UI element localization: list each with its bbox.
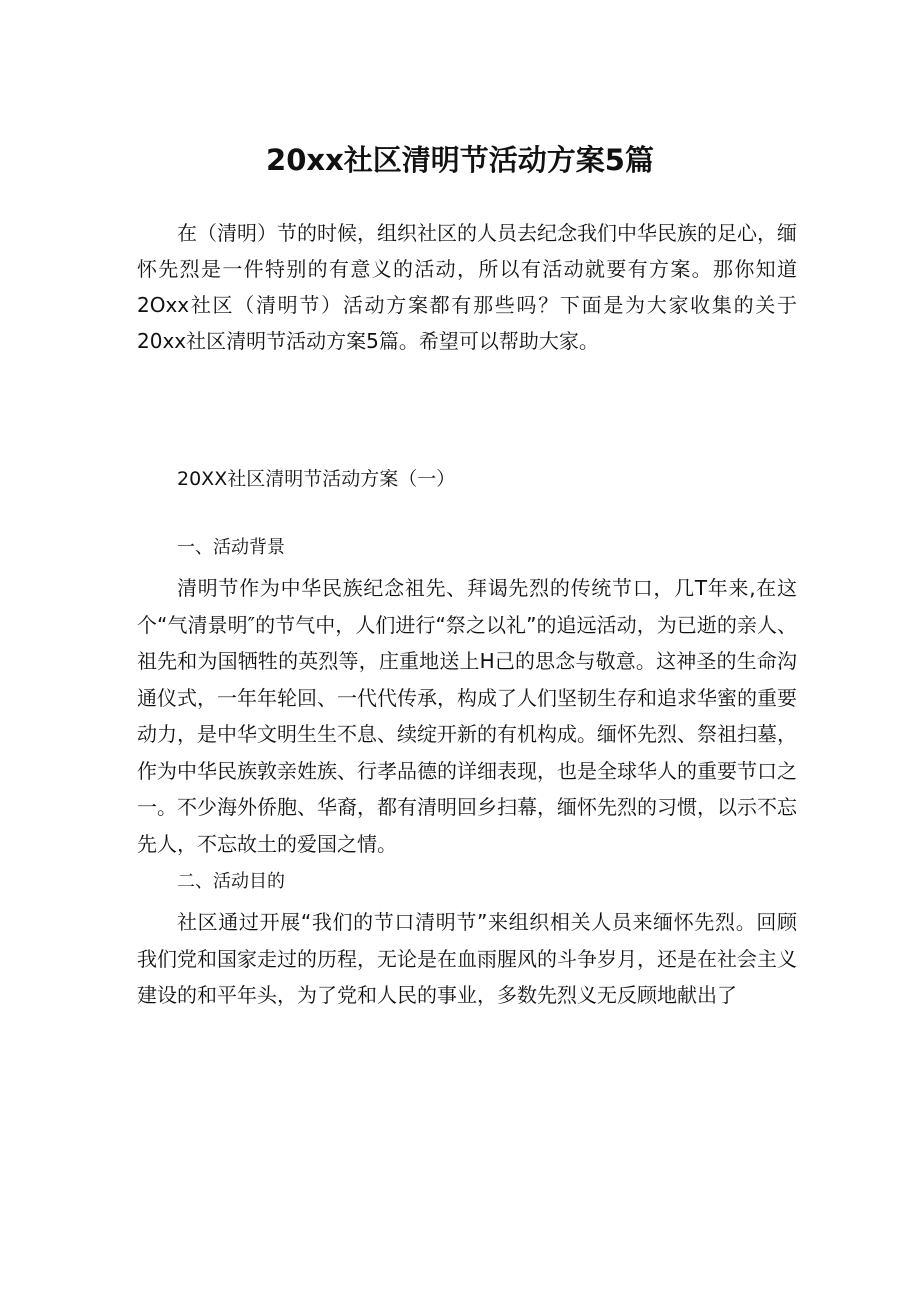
- heading-purpose: 二、活动目的: [177, 871, 285, 892]
- document-title: 20xx社区清明节活动方案5篇: [266, 143, 654, 177]
- section-1-title: 20XX社区清明节活动方案（一）: [177, 468, 456, 490]
- intro-block: [137, 215, 797, 359]
- intro-paragraph: 在（清明）节的时候，组织社区的人员去纪念我们中华民族的足心，缅怀先烈是一件特别的有意义的活动，所以有活动就要有方案。那你知道2Oxx社区（清明节）活动方案都有那些吗？下面是为大家收集的关于20xx社区清明节活动方案5篇。希望可以帮助大家。: [137, 221, 797, 353]
- section-1-block: [137, 461, 797, 497]
- section-1-content: [137, 530, 797, 1014]
- paragraph-purpose: 社区通过开展“我们的节口清明节”来组织相关人员来缅怀先烈。回顾我们党和国家走过的历程，无论是在血雨腥风的斗争岁月，还是在社会主义建设的和平年头，为了党和人民的事业，多数先烈义无反顾地献出了: [137, 910, 797, 1007]
- paragraph-background: 清明节作为中华民族纪念祖先、拜谒先烈的传统节口，几T年来,在这个“气清景明″的节气中，人们进行“祭之以礼”的追远活动，为已逝的亲人、祖先和为国牺牲的英烈等，庄重地送上H己的思念与敬意。这神圣的生命沟通仪式，一年年轮回、一代代传承，构成了人们坚韧生存和追求华蜜的重要动力，是中华文明生生不息、续绽开新的有机构成。缅怀先烈、祭祖扫墓，作为中华民族敦亲姓族、行孝品德的详细表现，也是全球华人的重要节口之一。不少海外侨胞、华裔，都有清明回乡扫幕，缅怀先烈的习惯，以示不忘先人，不忘故土的爱国之情。: [137, 576, 797, 856]
- heading-background: 一、活动背景: [177, 537, 285, 558]
